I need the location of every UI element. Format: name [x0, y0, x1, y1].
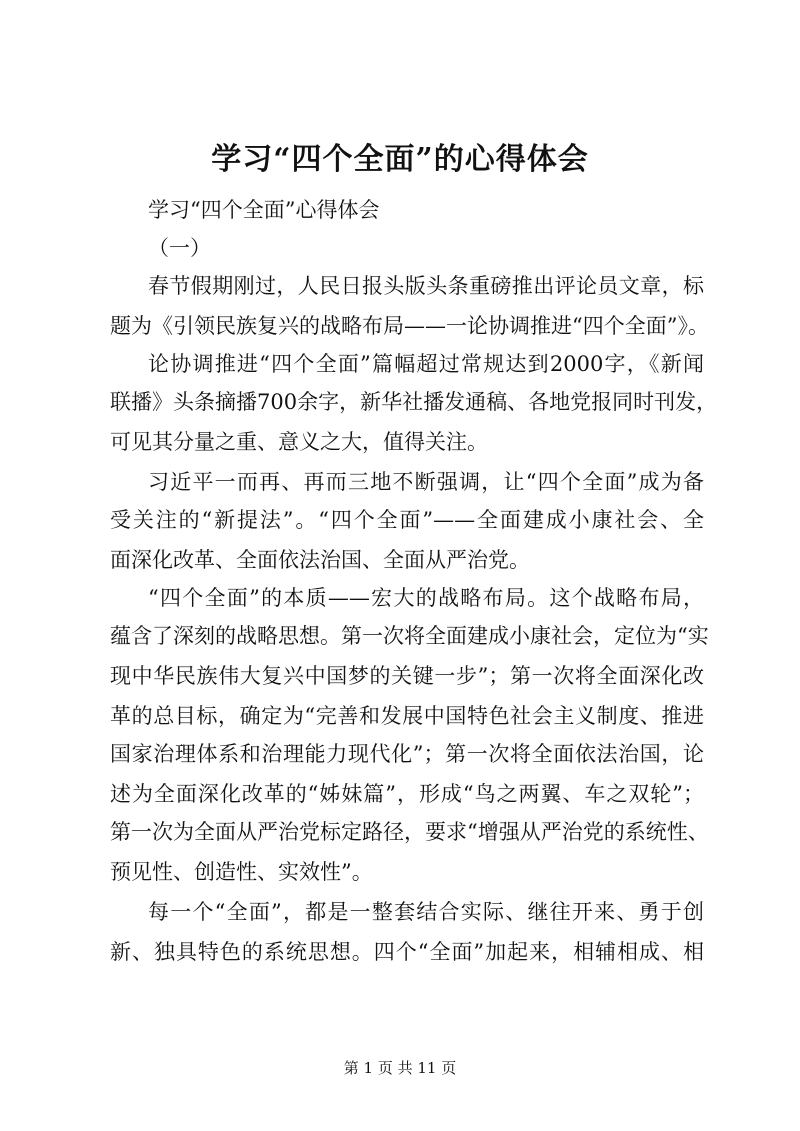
- section-marker: （一）: [148, 236, 211, 260]
- body-line: 蕴含了深刻的战略思想。第一次将全面建成小康社会，定位为“实: [110, 624, 709, 648]
- document-subtitle: 学习“四个全面”心得体会: [148, 198, 380, 222]
- body-line: 革的总目标，确定为“完善和发展中国特色社会主义制度、推进: [110, 704, 704, 728]
- body-line: 面深化改革、全面依法治国、全面从严治党。: [110, 548, 530, 572]
- body-line: 第一次为全面从严治党标定路径，要求“增强从严治党的系统性、: [110, 820, 709, 844]
- body-line: 每一个“全面”，都是一整套结合实际、继往开来、勇于创: [148, 900, 704, 924]
- body-line: 春节假期刚过，人民日报头版头条重磅推出评论员文章，标: [148, 274, 704, 298]
- body-line: 受关注的“新提法”。“四个全面”——全面建成小康社会、全: [110, 508, 704, 532]
- body-line: 联播》头条摘播700余字，新华社播发通稿、各地党报同时刊发，: [110, 390, 718, 414]
- body-line: 现中华民族伟大复兴中国梦的关键一步”；第一次将全面深化改: [110, 664, 704, 688]
- body-line: 预见性、创造性、实效性”。: [110, 860, 373, 884]
- body-line: 可见其分量之重、意义之大，值得关注。: [110, 430, 488, 454]
- body-line: 述为全面深化改革的“姊妹篇”，形成“鸟之两翼、车之双轮”；: [110, 782, 704, 806]
- body-line: 论协调推进“四个全面”篇幅超过常规达到2000字，《新闻: [148, 352, 704, 376]
- body-line: 新、独具特色的系统思想。四个“全面”加起来，相辅相成、相: [110, 940, 704, 964]
- body-line: 题为《引领民族复兴的战略布局——一论协调推进“四个全面”》。: [110, 314, 709, 338]
- body-line: “四个全面”的本质——宏大的战略布局。这个战略布局，: [148, 586, 704, 610]
- document-title: 学习“四个全面”的心得体会: [211, 142, 589, 177]
- page-footer: 第 1 页 共 11 页: [343, 1059, 457, 1077]
- body-line: 习近平一而再、再而三地不断强调，让“四个全面”成为备: [148, 470, 704, 494]
- body-line: 国家治理体系和治理能力现代化”；第一次将全面依法治国，论: [110, 742, 704, 766]
